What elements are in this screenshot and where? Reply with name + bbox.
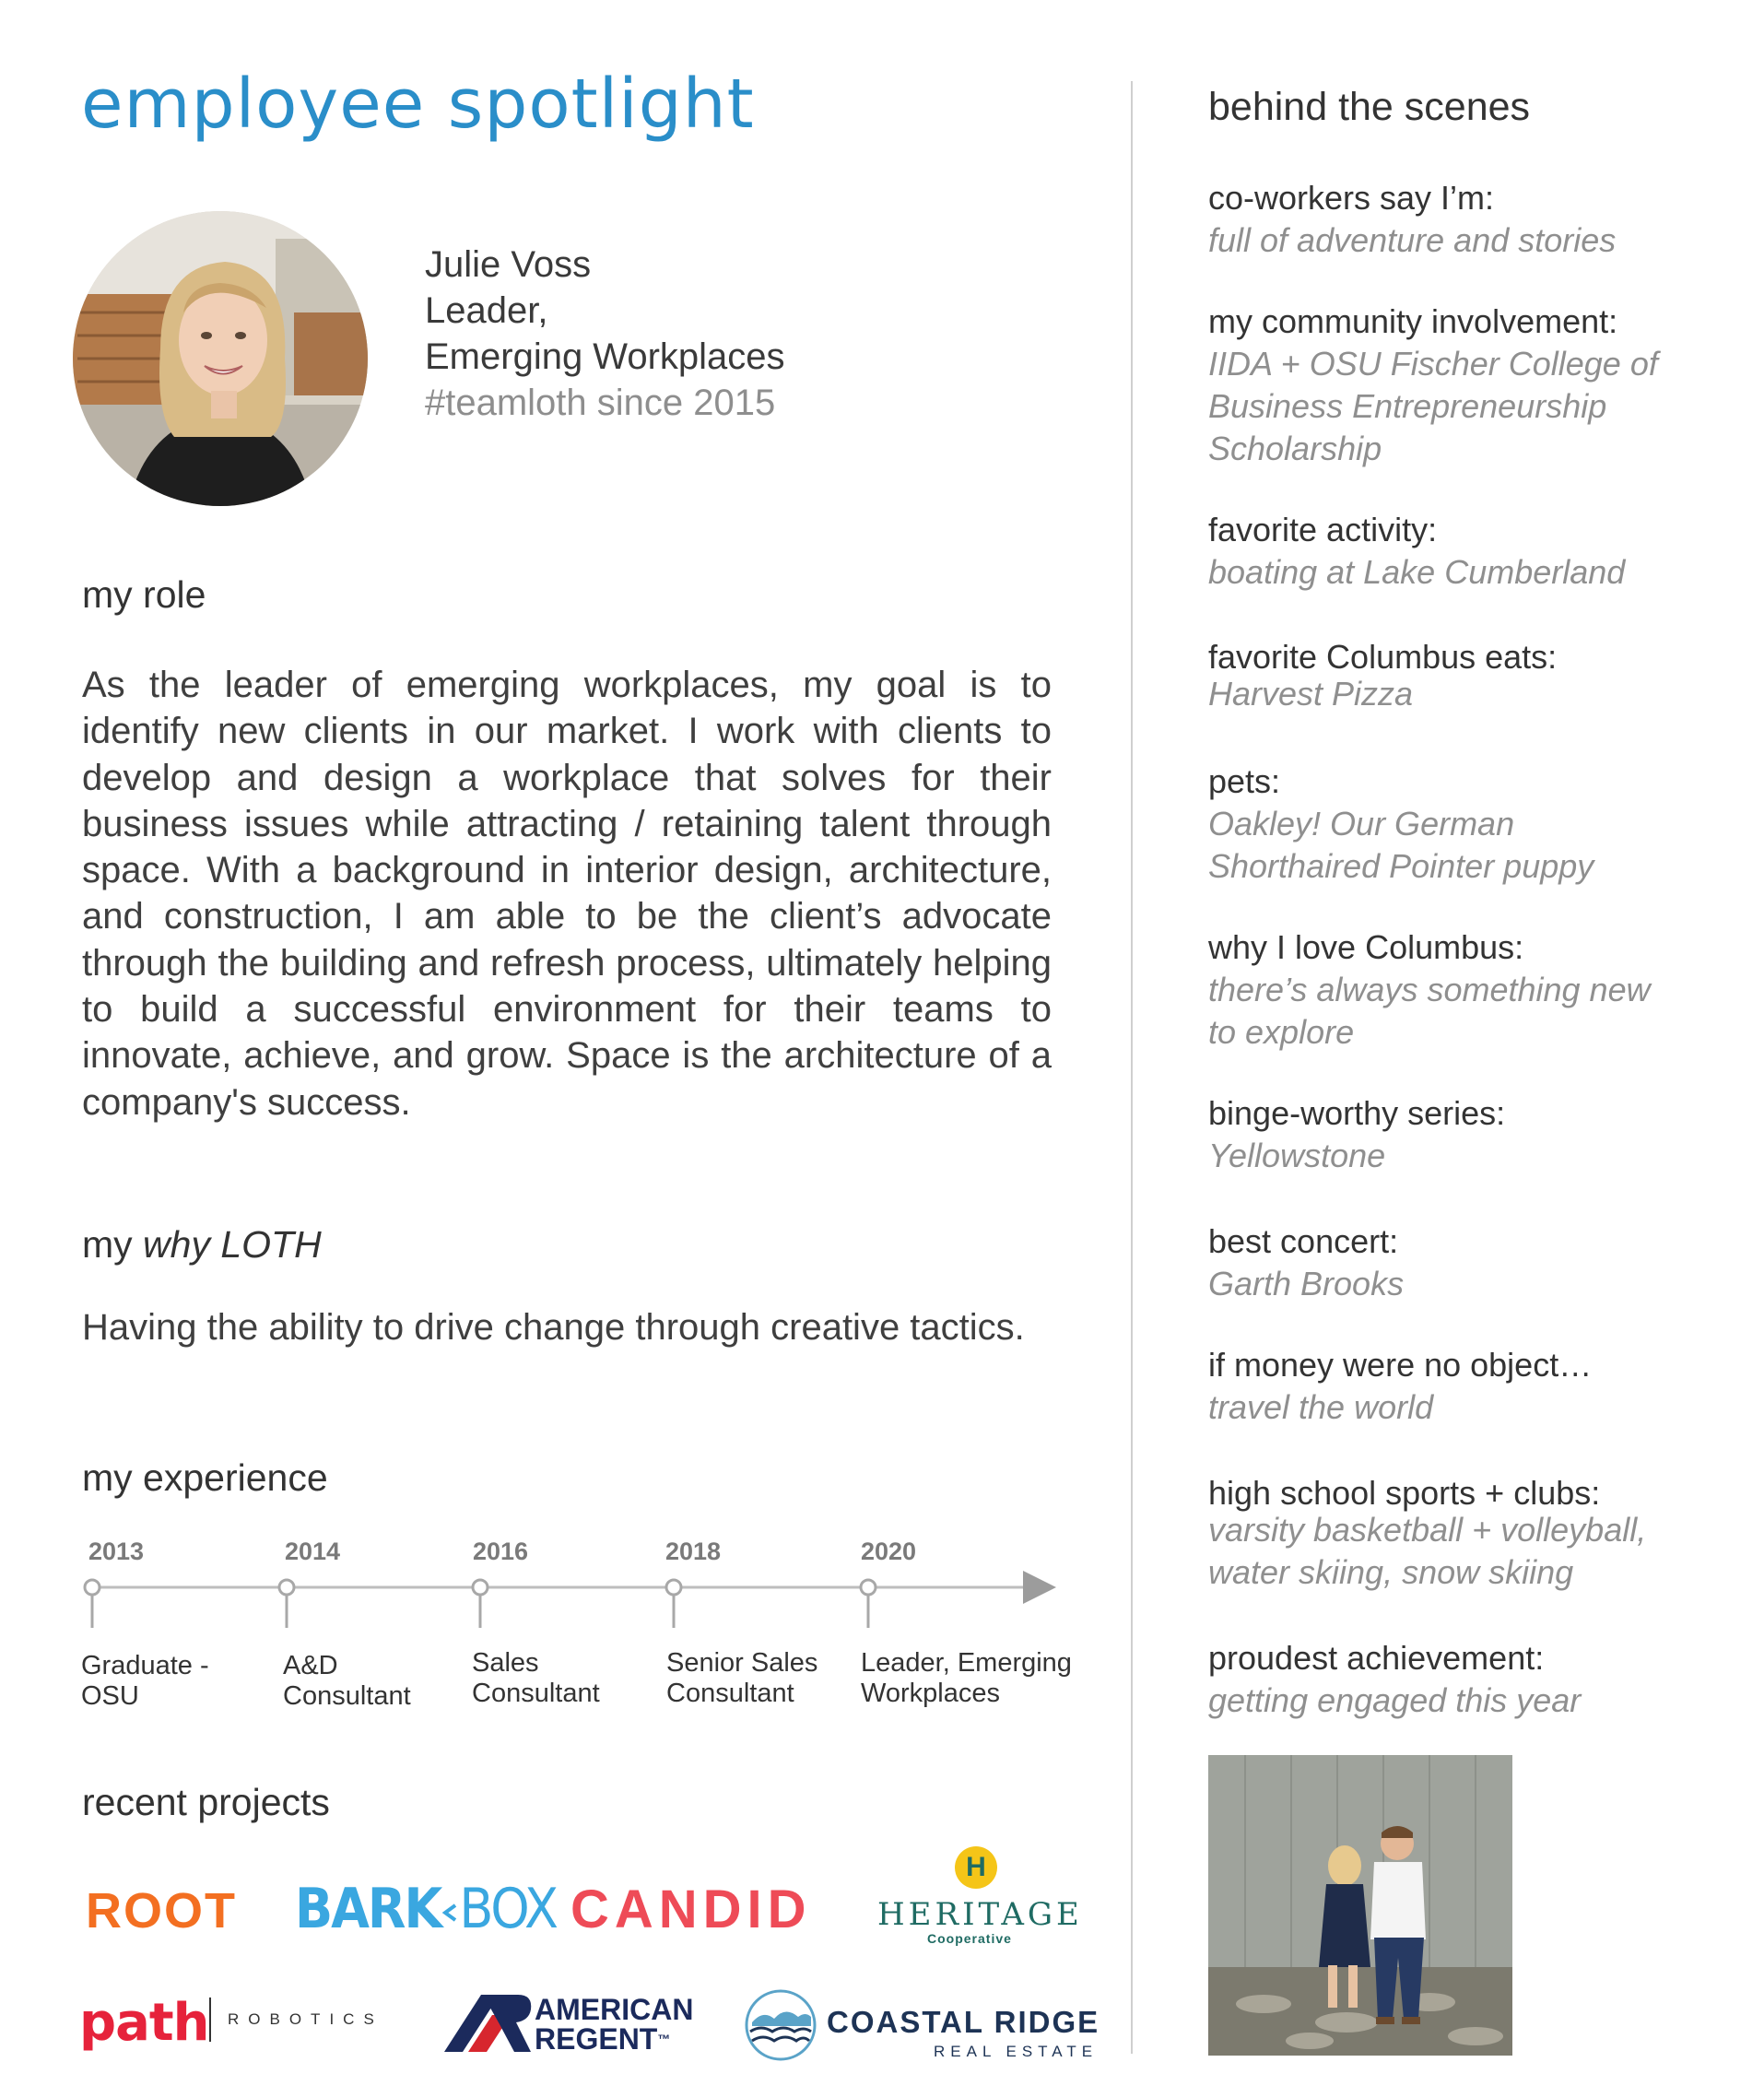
employee-name: Julie Voss: [425, 244, 592, 285]
timeline-label-line2: Consultant: [472, 1679, 600, 1708]
logo-american-regent: [535, 1995, 693, 2054]
timeline-label: [472, 1648, 600, 1709]
logo-barkbox: [295, 1877, 557, 1941]
fact-answer: boating at Lake Cumberland: [1208, 553, 1626, 591]
timeline-label-line1: Senior Sales: [666, 1648, 818, 1678]
logo-path: path: [79, 1993, 209, 2053]
fact-eats: [1208, 636, 1557, 715]
fact-answer: Business Entrepreneurship: [1208, 387, 1607, 425]
team-since: #teamloth since 2015: [425, 383, 776, 423]
fact-columbus: [1208, 926, 1651, 1054]
profile-info: [425, 242, 785, 426]
fact-answer: Shorthaired Pointer puppy: [1208, 847, 1594, 885]
timeline-year-2013: 2013: [88, 1538, 145, 1565]
fact-answer: varsity basketball + volleyball,: [1208, 1511, 1647, 1549]
fact-question: co-workers say I’m:: [1208, 179, 1495, 217]
logo-heritage: HERITAGE: [877, 1896, 1083, 1933]
column-divider: [1131, 81, 1133, 2054]
engagement-photo: [1208, 1755, 1512, 2056]
fact-coworkers: [1208, 177, 1616, 262]
employee-title-line1: Leader,: [425, 290, 548, 331]
fact-concert: [1208, 1220, 1404, 1305]
fact-question: proudest achievement:: [1208, 1639, 1545, 1677]
fact-question: best concert:: [1208, 1222, 1399, 1260]
timeline-label: [861, 1648, 1072, 1709]
fact-answer: there’s always something new: [1208, 971, 1651, 1008]
fact-answer: IIDA + OSU Fischer College of: [1208, 345, 1658, 383]
logo-barkbox-part2: BOX: [459, 1877, 557, 1941]
experience-timeline: [74, 1567, 1060, 1632]
timeline-label: [81, 1651, 209, 1712]
fact-answer: Oakley! Our German: [1208, 805, 1515, 843]
timeline-label-line2: Workplaces: [861, 1679, 1000, 1708]
timeline-label-line1: A&D: [283, 1651, 338, 1680]
fact-achievement: [1208, 1637, 1581, 1722]
logo-path-sub: ROBOTICS: [228, 2010, 383, 2028]
fact-question: favorite activity:: [1208, 511, 1438, 548]
fact-question: favorite Columbus eats:: [1208, 638, 1558, 676]
page-title: employee spotlight: [81, 65, 755, 144]
fact-answer: water skiing, snow skiing: [1208, 1553, 1574, 1591]
timeline-year-2014: 2014: [285, 1538, 341, 1565]
logo-candid: CANDID: [570, 1880, 812, 1939]
timeline-year-2018: 2018: [665, 1538, 722, 1565]
bone-icon: [442, 1871, 457, 1890]
fact-community: [1208, 300, 1658, 470]
fact-question: my community involvement:: [1208, 302, 1618, 340]
logo-american-regent-tm: ™: [657, 2032, 671, 2046]
logo-root: ROOT: [86, 1883, 237, 1938]
role-body: As the leader of emerging workplaces, my goal is to identify new clients in our market. I work with clients to develop and design a workplace that solves for their business issues while attracting / retaining talent through space. With a background in interior design, architecture, and construction, I am able to be the client’s advocate through the building and refresh process, ultimately helping to build a successful environment for their teams to innovate, achieve, and grow. Space is the architecture of a company's success.: [82, 665, 1052, 1123]
logo-american-regent-line2: [535, 2024, 693, 2054]
profile-photo: [73, 211, 368, 506]
fact-pets: [1208, 760, 1593, 888]
timeline-label-line1: Sales: [472, 1648, 539, 1678]
fact-answer: Scholarship: [1208, 430, 1382, 467]
fact-answer: Harvest Pizza: [1208, 675, 1414, 713]
timeline-year-2016: 2016: [473, 1538, 529, 1565]
timeline-label: [666, 1648, 817, 1709]
fact-answer: travel the world: [1208, 1388, 1434, 1426]
logo-heritage-badge: H: [955, 1846, 997, 1889]
timeline-label-line1: Leader, Emerging: [861, 1648, 1072, 1678]
logo-coastal-ridge: COASTAL RIDGE: [827, 2005, 1100, 2039]
timeline-label-line2: OSU: [81, 1681, 139, 1711]
role-heading: my role: [82, 573, 206, 616]
fact-question: binge-worthy series:: [1208, 1094, 1506, 1132]
fact-question: high school sports + clubs:: [1208, 1474, 1601, 1512]
timeline-label: [283, 1651, 411, 1712]
coastal-ridge-wave-icon: [745, 1989, 817, 2066]
american-regent-mark-icon: [442, 1991, 533, 2058]
why-heading-prefix: my: [82, 1223, 144, 1266]
employee-title-line2: Emerging Workplaces: [425, 336, 785, 377]
logo-path-divider: [209, 1997, 211, 2042]
fact-activity: [1208, 509, 1625, 594]
fact-answer: to explore: [1208, 1013, 1355, 1051]
timeline-label-line2: Consultant: [666, 1679, 794, 1708]
why-body: Having the ability to drive change through creative tactics.: [82, 1307, 1025, 1348]
fact-answer: full of adventure and stories: [1208, 221, 1617, 259]
fact-sports: [1208, 1472, 1646, 1594]
fact-answer: Yellowstone: [1208, 1137, 1386, 1174]
logo-american-regent-regent: REGENT: [535, 2022, 658, 2056]
logo-heritage-sub: Cooperative: [927, 1931, 1012, 1946]
experience-heading: my experience: [82, 1456, 328, 1499]
fact-question: pets:: [1208, 762, 1281, 800]
logo-coastal-ridge-sub: REAL ESTATE: [934, 2043, 1099, 2060]
behind-title: behind the scenes: [1208, 85, 1531, 129]
why-heading: [82, 1223, 322, 1267]
timeline-label-line1: Graduate -: [81, 1651, 209, 1680]
timeline-year-2020: 2020: [861, 1538, 917, 1565]
fact-money: [1208, 1344, 1592, 1429]
fact-question: why I love Columbus:: [1208, 928, 1524, 966]
fact-series: [1208, 1092, 1505, 1177]
fact-answer: Garth Brooks: [1208, 1265, 1405, 1302]
projects-heading: recent projects: [82, 1781, 330, 1823]
logo-american-regent-line1: AMERICAN: [535, 1993, 694, 2026]
timeline-label-line2: Consultant: [283, 1681, 411, 1711]
fact-question: if money were no object…: [1208, 1346, 1593, 1384]
why-heading-emph: why LOTH: [143, 1223, 322, 1266]
fact-answer: getting engaged this year: [1208, 1681, 1582, 1719]
logo-barkbox-part1: BARK: [295, 1877, 441, 1941]
